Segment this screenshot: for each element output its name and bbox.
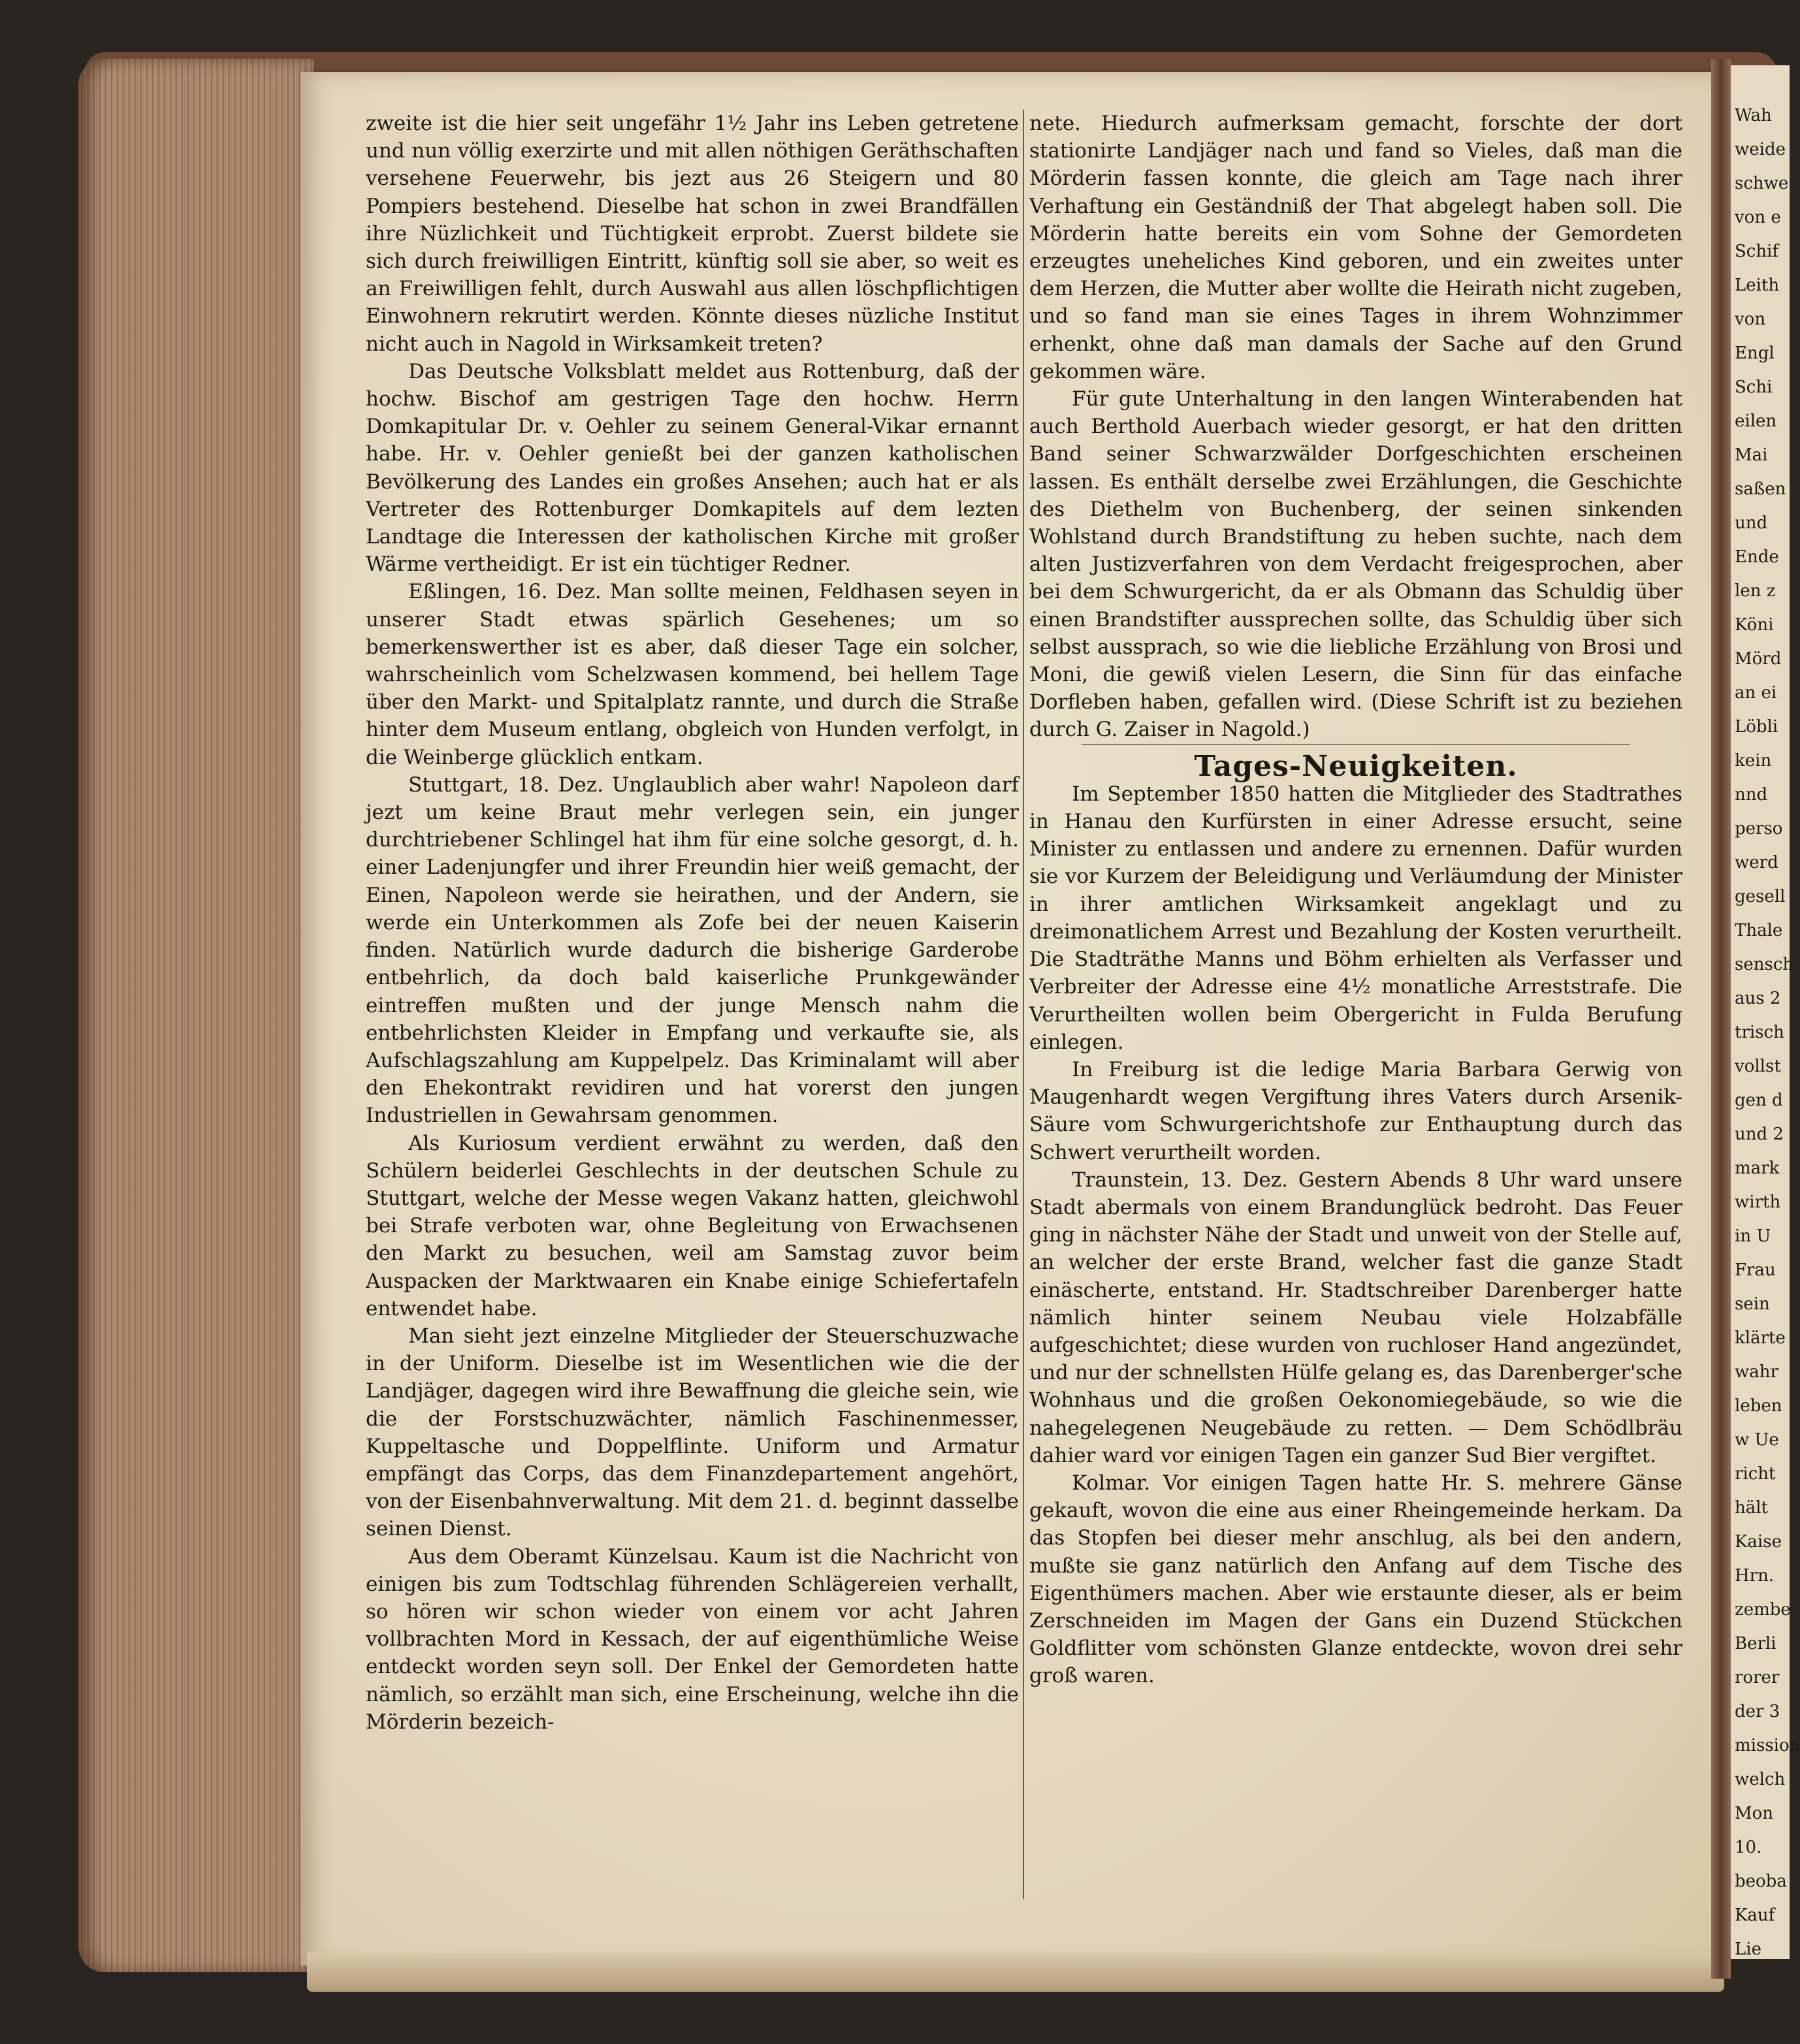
paragraph: zweite ist die hier seit ungefähr 1½ Jahr ins Leben getretene und nun völlig exerzirte und mit allen nöthigen Geräthschaften versehene Feuerwehr, bis jezt aus 26 Steigern und 80 Pompiers bestehend. Dieselbe hat schon in zwei Brandfällen ihre Nüzlichkeit und Tüchtigkeit erprobt. Zuerst bildete sie sich durch freiwilligen Eintritt, künftig soll sie aber, so weit es an Freiwilligen fehlt, durch Auswahl aus allen löschpflichtigen Einwohnern rekrutirt werden. Könnte dieses nüzliche Institut nicht auch in Nagold in Wirksamkeit treten? [366, 112, 1019, 356]
facing-page-text: saßen [1735, 479, 1786, 499]
facing-page-text: Berli [1735, 1634, 1776, 1653]
facing-page-text: weide [1735, 140, 1786, 159]
facing-page-text: richt [1735, 1464, 1776, 1484]
facing-page-text: hält [1735, 1498, 1769, 1518]
facing-page-text: mark [1735, 1158, 1780, 1178]
facing-page-text: wirth [1735, 1192, 1781, 1212]
facing-page-text: Lie [1735, 1940, 1761, 1959]
facing-page-text: kein [1735, 751, 1772, 771]
facing-page-text: aus 2 [1735, 989, 1781, 1008]
facing-page-text: trisch [1735, 1023, 1784, 1042]
facing-page-fragment [1731, 65, 1800, 1959]
facing-page-text: und 2 [1735, 1125, 1784, 1144]
facing-page-text: nnd [1735, 785, 1768, 805]
facing-page-text: gesell [1735, 887, 1786, 906]
facing-page-text: Schif [1735, 242, 1779, 261]
facing-page-text: Kauf [1735, 1906, 1775, 1925]
facing-page-text: Ende [1735, 547, 1779, 567]
facing-page-text: welch [1735, 1770, 1786, 1789]
facing-page-text: an ei [1735, 683, 1777, 703]
book-page-edges [78, 59, 313, 1972]
facing-page-text: Thale [1735, 921, 1783, 940]
paragraph: Im September 1850 hatten die Mitglieder des Stadtrathes in Hanau den Kurfürsten in einer Adresse ersucht, seine Minister zu entlassen und andere zu ernennen. Dafür wurden sie vor Kurzem der Beleidigung und Verläumdung der Minister in ihrer amtlichen Wirksamkeit angeklagt und zu dreimonatlichem Arrest und Bezahlung der Kosten verurtheilt. Die Stadträthe Manns und Böhm erhielten als Verfasser und Verbreiter der Adresse eine 4½ monatliche Arreststrafe. Die Verurtheilten wollen beim Obergericht in Fulda Berufung einlegen. [1029, 782, 1682, 1054]
facing-page-text: gen d [1735, 1091, 1783, 1110]
facing-page-text: Frau [1735, 1260, 1776, 1280]
facing-page-text: Wah [1735, 106, 1772, 125]
section-heading-wrap [1029, 744, 1682, 783]
facing-page-text: sein [1735, 1294, 1770, 1314]
facing-page-text: perso [1735, 819, 1783, 838]
facing-page-text: klärte [1735, 1328, 1786, 1348]
facing-page-text: vollst [1735, 1057, 1781, 1076]
facing-page-text: beoba [1735, 1872, 1787, 1891]
paragraph: In Freiburg ist die ledige Maria Barbara Gerwig von Maugenhardt wegen Vergiftung ihres Vaters durch Arsenik-Säure vom Schwurgerichtshofe zur Enthauptung durch das Schwert verurtheilt worden. [1029, 1057, 1682, 1164]
right-column [1029, 110, 1682, 1690]
paragraph: Stuttgart, 18. Dez. Unglaublich aber wahr! Napoleon darf jezt um keine Braut mehr verlegen sein, ein junger durchtriebener Schlingel hat ihm für eine solche gesorgt, d. h. einer Ladenjungfer und ihrer Freundin hier weiß gemacht, der Einen, Napoleon werde sie heirathen, und der Andern, sie werde ein Unterkommen als Zofe bei der neuen Kaiserin finden. Natürlich wurde dadurch die bisherige Garderobe entbehrlich, da doch bald kaiserliche Prunkgewänder eintreffen mußten und der junge Mensch nahm die entbehrlichsten Kleider in Empfang und verkaufte sie, als Aufschlagszahlung am Kuppelpelz. Das Kriminalamt will aber den Ehekontrakt revidiren und hat vorerst den jungen Industriellen in Gewahrsam genommen. [366, 773, 1019, 1128]
facing-page-text: der 3 [1735, 1702, 1780, 1721]
page-bottom-edge [307, 1953, 1724, 1992]
facing-page-text: Mon [1735, 1804, 1774, 1823]
facing-page-text: Mai [1735, 445, 1768, 465]
facing-page-text: Hrn. [1735, 1566, 1775, 1586]
facing-page-text: Leith [1735, 276, 1780, 295]
paragraph: nete. Hiedurch aufmerksam gemacht, forschte der dort stationirte Landjäger nach und fand so Vieles, daß man die Mörderin fassen konnte, die gleich am Tage nach ihrer Verhaftung ein Geständniß der That abgelegt haben soll. Die Mörderin hatte bereits ein vom Sohne der Gemordeten erzeugtes uneheliches Kind geboren, und ein zweites unter dem Herzen, die Mutter aber wollte die Heirath nicht zugeben, und so fand man sie eines Tages in ihrem Wohnzimmer erhenkt, ohne daß man damals der Sache auf den Grund gekommen wäre. [1029, 112, 1682, 383]
facing-page-text: von e [1735, 208, 1781, 227]
facing-page-text: len z [1735, 581, 1776, 601]
facing-page-text: wahr [1735, 1362, 1778, 1382]
paragraph: Man sieht jezt einzelne Mitglieder der Steuerschuzwache in der Uniform. Dieselbe ist im Wesentlichen wie die der Landjäger, dagegen wird ihre Bewaffnung die gleiche sein, wie die der Forstschuzwächter, nämlich Faschinenmesser, Kuppeltasche und Doppelflinte. Uniform und Armatur empfängt das Corps, das dem Finanzdepartement angehört, von der Eisenbahnverwaltung. Mit dem 21. d. beginnt dasselbe seinen Dienst. [366, 1324, 1019, 1541]
facing-page-text: leben [1735, 1396, 1782, 1416]
facing-page-text: Köni [1735, 615, 1774, 635]
paragraph: Für gute Unterhaltung in den langen Winterabenden hat auch Berthold Auerbach wieder gesorgt, er hat den dritten Band seiner Schwarzwälder Dorfgeschichten erscheinen lassen. Es enthält derselbe zwei Erzählungen, die Geschichte des Diethelm von Buchenberg, der seinen sinkenden Wohlstand durch Brandstiftung zu heben suchte, nach dem alten Justizverfahren von dem Verdacht freigesprochen, aber bei dem Schwurgericht, da er als Obmann das Schuldig über einen Brandstifter aussprechen sollte, das Schuldig über sich selbst aussprach, so wie die liebliche Erzählung von Brosi und Moni, die gewiß vielen Lesern, die Sinn für das einfache Dorfleben haben, gefallen wird. (Diese Schrift ist zu beziehen durch G. Zaiser in Nagold.) [1029, 387, 1682, 742]
facing-page-text: rorer [1735, 1668, 1780, 1687]
facing-page-text: Engl [1735, 343, 1775, 363]
paragraph: Kolmar. Vor einigen Tagen hatte Hr. S. mehrere Gänse gekauft, wovon die eine aus einer Rheingemeinde herkam. Da das Stopfen bei dieser mehr anschlug, als bei den andern, mußte sie ganz natürlich den Anfang auf dem Tische des Eigenthümers machen. Aber wie erstaunte dieser, als er beim Zerschneiden im Magen der Gans ein Duzend Stückchen Goldflitter vom schönsten Glanze entdeckte, wovon drei sehr groß waren. [1029, 1471, 1682, 1688]
facing-page-text: Schi [1735, 377, 1773, 397]
facing-page-text: eilen [1735, 411, 1777, 431]
paragraph: Aus dem Oberamt Künzelsau. Kaum ist die Nachricht von einigen bis zum Todtschlag führenden Schlägereien verhallt, so hören wir schon wieder von einem vor acht Jahren vollbrachten Mord in Kessach, der auf eigenthümliche Weise entdeckt worden seyn soll. Der Enkel der Gemordeten hatte nämlich, so erzählt man sich, eine Erscheinung, welche ihn die Mörderin bezeich- [366, 1544, 1019, 1734]
facing-page-text: sensch [1735, 955, 1794, 974]
facing-page-text: und [1735, 513, 1768, 533]
facing-page-text: mission [1735, 1736, 1800, 1755]
facing-page-text: schwe [1735, 174, 1789, 193]
facing-page-text: Kaise [1735, 1532, 1782, 1552]
paragraph: Als Kuriosum verdient erwähnt zu werden, daß den Schülern beiderlei Geschlechts in der deutschen Schule zu Stuttgart, welche der Messe wegen Vakanz hatten, gleichwohl bei Strafe verboten war, ohne Begleitung von Erwachsenen den Markt zu besuchen, weil am Samstag zuvor beim Auspacken der Marktwaaren ein Knabe einige Schiefertafeln entwendet habe. [366, 1131, 1019, 1320]
facing-page-text: von [1735, 310, 1766, 329]
paragraph: Eßlingen, 16. Dez. Man sollte meinen, Feldhasen seyen in unserer Stadt etwas spärlich Gesehenes; um so bemerkenswerther ist es aber, daß dieser Tage ein solcher, wahrscheinlich vom Schelzwasen kommend, bei hellem Tage über den Markt- und Spitalplatz rannte, und durch die Straße hinter dem Museum entlang, obgleich von Hunden verfolgt, in die Weinberge glücklich entkam. [366, 580, 1019, 769]
paragraph: Das Deutsche Volksblatt meldet aus Rottenburg, daß der hochw. Bischof am gestrigen Tage den hochw. Herrn Domkapitular Dr. v. Oehler zu seinem General-Vikar ernannt habe. Hr. v. Oehler genießt bei der ganzen katholischen Bevölkerung des Landes ein großes Ansehen; auch hat er als Vertreter des Rottenburger Domkapitels auf dem lezten Landtage die Interessen der katholischen Kirche mit großer Wärme vertheidigt. Er ist ein tüchtiger Redner. [366, 359, 1019, 577]
facing-page-text: w Ue [1735, 1430, 1779, 1450]
facing-page-text: zembe [1735, 1600, 1791, 1620]
left-column [366, 110, 1019, 1736]
facing-page-text: werd [1735, 853, 1778, 872]
facing-page-text: Mörd [1735, 649, 1782, 669]
facing-page-text: Löbli [1735, 717, 1778, 737]
facing-page-text: 10. [1735, 1838, 1762, 1857]
section-heading: Tages-Neuigkeiten. [1194, 749, 1518, 783]
facing-page-text: in U [1735, 1226, 1771, 1246]
book-gutter [1711, 59, 1731, 1979]
column-divider [1023, 110, 1024, 1899]
paragraph: Traunstein, 13. Dez. Gestern Abends 8 Uhr ward unsere Stadt abermals von einem Brandunglück bedroht. Das Feuer ging in nächster Nähe der Stadt und unweit von der Stelle auf, an welcher der erste Brand, welcher fast die ganze Stadt einäscherte, entstand. Hr. Stadtschreiber Darenberger hatte nämlich hinter seinem Neubau viele Holzabfälle aufgeschichtet; diese wurden von ruchloser Hand angezündet, und nur der schnellsten Hülfe gelang es, das Darenberger'sche Wohnhaus und die großen Oekonomiegebäude, so wie die nahegelegenen Neugebäude zu retten. — Dem Schödlbräu dahier ward vor einigen Tagen ein ganzer Sud Bier vergiftet. [1029, 1168, 1682, 1467]
